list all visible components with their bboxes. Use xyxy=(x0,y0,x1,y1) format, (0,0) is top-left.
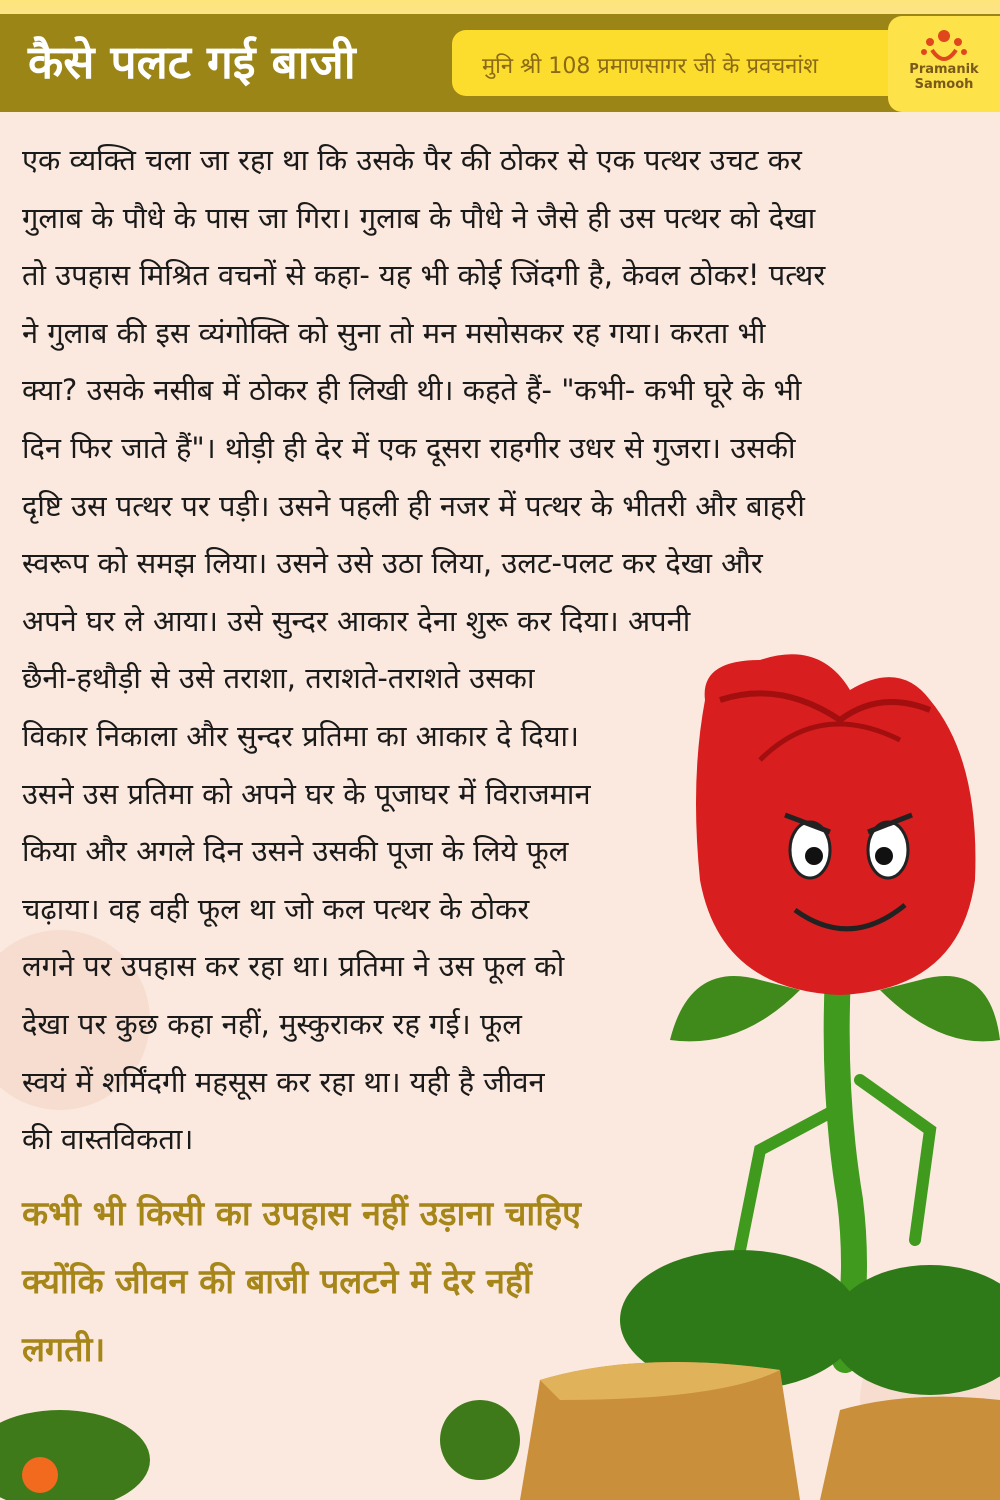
story-line: ने गुलाब की इस व्यंगोक्ति को सुना तो मन मसोसकर रह गया। करता भी xyxy=(22,315,766,350)
logo-line-1: Pramanik xyxy=(909,62,979,77)
story-line: दृष्टि उस पत्थर पर पड़ी। उसने पहली ही नजर में पत्थर के भीतरी और बाहरी xyxy=(22,488,805,523)
story-line: स्वरूप को समझ लिया। उसने उसे उठा लिया, उलट-पलट कर देखा और xyxy=(22,546,763,581)
story-line: छैनी-हथौड़ी से उसे तराशा, तराशते-तराशते उसका xyxy=(22,661,535,696)
story-line: दिन फिर जाते हैं"। थोड़ी ही देर में एक दूसरा राहगीर उधर से गुजरा। उसकी xyxy=(22,430,796,465)
moral-line: क्योंकि जीवन की बाजी पलटने में देर नहीं xyxy=(22,1262,532,1302)
logo-line-2: Samooh xyxy=(914,77,974,92)
bush xyxy=(0,1410,150,1500)
subtitle-text: मुनि श्री 108 प्रमाणसागर जी के प्रवचनांश xyxy=(482,54,819,79)
moral-line: कभी भी किसी का उपहास नहीं उड़ाना चाहिए xyxy=(22,1194,581,1234)
story-line: क्या? उसके नसीब में ठोकर ही लिखी थी। कहते हैं- "कभी- कभी घूरे के भी xyxy=(22,373,802,408)
story-line: विकार निकाला और सुन्दर प्रतिमा का आकार दे दिया। xyxy=(22,718,580,753)
story-line: अपने घर ले आया। उसे सुन्दर आकार देना शुरू कर दिया। अपनी xyxy=(22,603,691,638)
story-line: एक व्यक्ति चला जा रहा था कि उसके पैर की ठोकर से एक पत्थर उचट कर xyxy=(22,143,802,177)
moral-line: लगती। xyxy=(22,1330,106,1370)
story-line: तो उपहास मिश्रित वचनों से कहा- यह भी कोई जिंदगी है, केवल ठोकर! पत्थर xyxy=(22,258,826,293)
story-line: की वास्तविकता। xyxy=(22,1122,194,1157)
story-line: गुलाब के पौधे के पास जा गिरा। गुलाब के पौधे ने जैसे ही उस पत्थर को देखा xyxy=(22,200,816,235)
story-line: चढ़ाया। वह वही फूल था जो कल पत्थर के ठोकर xyxy=(22,891,530,926)
story-line: उसने उस प्रतिमा को अपने घर के पूजाघर में विराजमान xyxy=(22,776,591,811)
story-text xyxy=(22,132,982,1169)
page-title: कैसे पलट गई बाजी xyxy=(28,35,356,89)
story-line: लगने पर उपहास कर रहा था। प्रतिमा ने उस फूल को xyxy=(22,949,565,984)
flower xyxy=(22,1457,58,1493)
bush xyxy=(440,1400,520,1480)
rock xyxy=(820,1397,1000,1500)
story-line: किया और अगले दिन उसने उसकी पूजा के लिये फूल xyxy=(22,834,569,869)
moral-text xyxy=(22,1180,722,1384)
story-line: स्वयं में शर्मिंदगी महसूस कर रहा था। यही है जीवन xyxy=(22,1064,545,1099)
story-line: देखा पर कुछ कहा नहीं, मुस्कुराकर रह गई। फूल xyxy=(22,1006,522,1041)
